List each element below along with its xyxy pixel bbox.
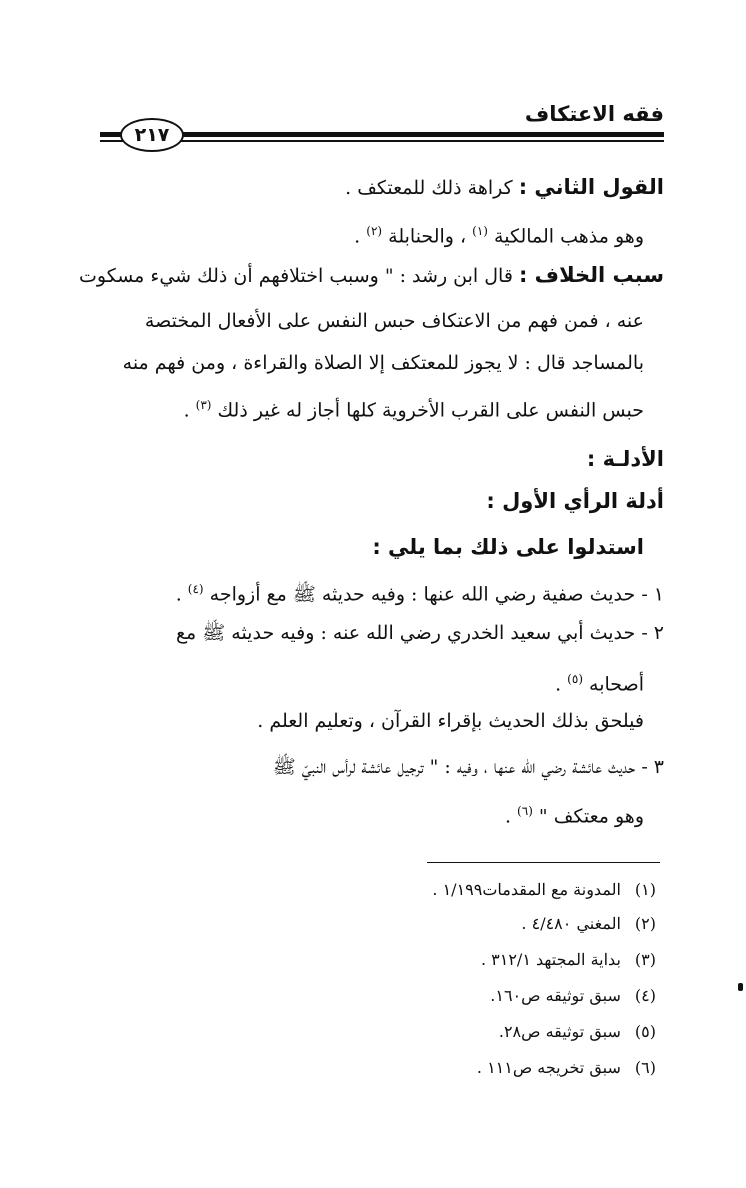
footnote-5-text: سبق توثيقه ص٢٨. [498, 1022, 621, 1041]
paragraph-cause-line-4 [74, 394, 644, 421]
margin-mark [738, 983, 743, 991]
footnote-1-number: (١) [634, 880, 656, 899]
item-2-end: . [555, 673, 562, 696]
footnote-6-number: (٦) [634, 1058, 656, 1077]
item-1-end: . [175, 583, 182, 606]
paragraph-cause-line-1 [79, 263, 664, 287]
paragraph-schools [74, 220, 644, 247]
item-1 [94, 578, 664, 605]
paragraph-cause-line-2: عنه ، فمن فهم من الاعتكاف حبس النفس على الأفعال المختصة [144, 310, 644, 332]
cause-text-end: . [183, 399, 190, 422]
header-rule [100, 128, 664, 146]
footnote-3-number: (٣) [634, 950, 656, 969]
footnote-2-text: المغني ٤/٤٨٠ . [521, 914, 621, 933]
item-3-line-1: ٣ - حديث عائشة رضي الله عنها ، وفيه : " ترجيل عائشة لرأس النبيّ ﷺ [272, 756, 664, 778]
footnote-separator [427, 862, 660, 863]
footnote-4-text: سبق توثيقه ص١٦٠. [490, 986, 621, 1005]
footnote-2-number: (٢) [634, 914, 656, 933]
cause-text-line-1: قال ابن رشد : " وسبب اختلافهم أن ذلك شيء مسكوت [79, 265, 513, 287]
cause-text-line-4: حبس النفس على القرب الأخروية كلها أجاز له غير ذلك [217, 399, 644, 422]
schools-text-b: ، والحنابلة [388, 225, 467, 248]
footnote-2 [521, 914, 656, 933]
footnote-5-number: (٥) [634, 1022, 656, 1041]
item-2-note: فيلحق بذلك الحديث بإقراء القرآن ، وتعليم العلم . [257, 710, 644, 732]
cause-label: سبب الخلاف : [518, 263, 664, 287]
heading-inferred: استدلوا على ذلك بما يلي : [372, 535, 644, 559]
item-3-line-2 [74, 800, 644, 827]
footnote-1-text: المدونة مع المقدمات١/١٩٩ . [432, 880, 621, 899]
footnote-6 [477, 1058, 656, 1077]
header-rule-thin [100, 140, 664, 142]
footnote-4 [490, 986, 656, 1005]
footnote-5 [499, 1022, 656, 1041]
heading-evidence: الأدلـة : [586, 447, 664, 471]
page-number: ٢١٧ [120, 118, 184, 152]
footnote-3 [481, 950, 656, 969]
footnote-ref-5: (٥) [567, 672, 583, 686]
footnote-3-text: بداية المجتهد ٣١٢/١ . [480, 950, 621, 969]
item-2-text-line-2: أصحابه [589, 673, 644, 696]
schools-text-end: . [354, 225, 361, 248]
footnote-ref-1: (١) [472, 224, 488, 238]
paragraph-second-opinion [94, 176, 664, 199]
footnote-ref-4: (٤) [187, 582, 204, 596]
heading-first-opinion-evidence: أدلة الرأي الأول : [486, 489, 664, 513]
schools-text-a: وهو مذهب المالكية [494, 225, 644, 248]
item-3-text-line-2: وهو معتكف " [538, 805, 644, 828]
header-rule-thick [100, 132, 664, 137]
item-1-text: ١ - حديث صفية رضي الله عنها : وفيه حديثه ﷺ مع أزواجه [209, 583, 664, 606]
running-header-title: فقه الاعتكاف [524, 102, 664, 126]
item-3-end: . [504, 805, 511, 828]
footnote-1 [432, 880, 656, 899]
footnote-ref-2: (٢) [366, 224, 383, 238]
item-2-line-1: ٢ - حديث أبي سعيد الخدري رضي الله عنه : وفيه حديثه ﷺ مع [175, 622, 664, 644]
footnote-ref-6: (٦) [517, 804, 533, 818]
item-2-line-2 [74, 668, 644, 695]
footnote-4-number: (٤) [634, 986, 656, 1005]
second-opinion-text: كراهة ذلك للمعتكف . [345, 177, 513, 199]
footnote-6-text: سبق تخريجه ص١١١ . [476, 1058, 621, 1077]
second-opinion-label: القول الثاني : [518, 175, 664, 199]
paragraph-cause-line-3: بالمساجد قال : لا يجوز للمعتكف إلا الصلاة والقراءة ، ومن فهم منه [122, 352, 644, 374]
footnote-ref-3: (٣) [195, 398, 212, 412]
